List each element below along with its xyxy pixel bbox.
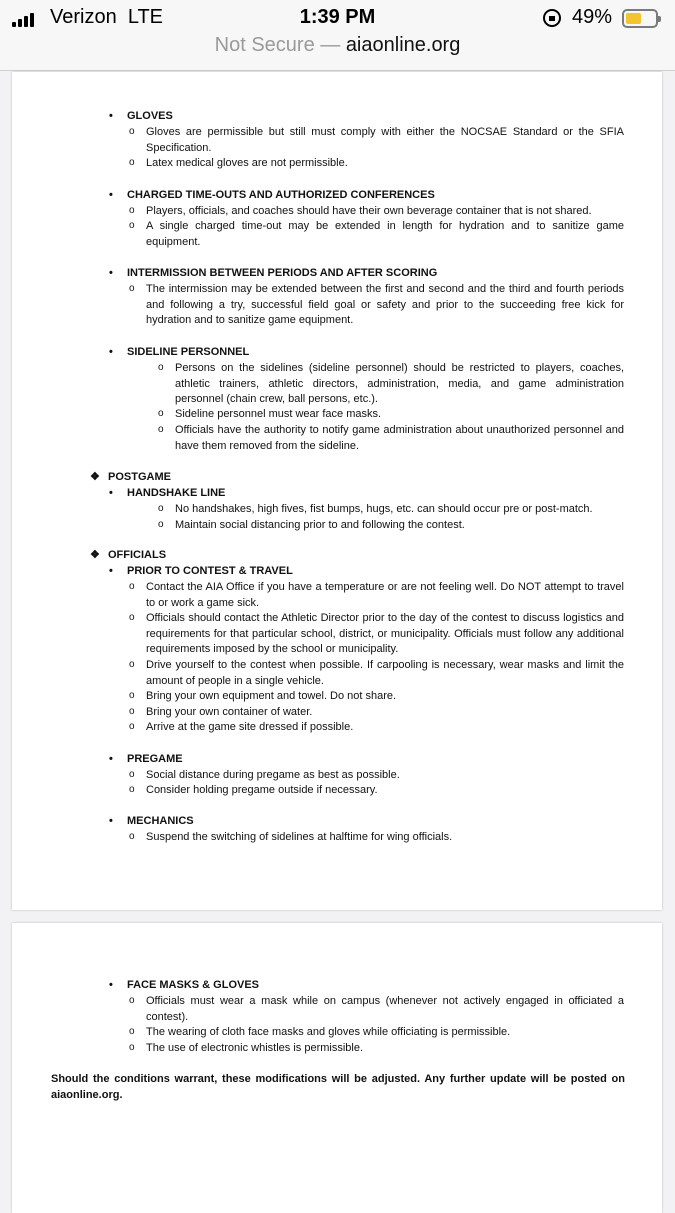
section-pregame-heading: • PREGAME: [109, 753, 183, 765]
battery-icon: [622, 9, 658, 28]
section-handshake-heading: • HANDSHAKE LINE: [109, 487, 226, 499]
list-item: o Consider holding pregame outside if necessary.: [129, 784, 378, 796]
list-item: o Social distance during pregame as best as possible.: [129, 769, 400, 781]
section-officials-heading: ❖ OFFICIALS: [108, 548, 166, 564]
list-item: o Officials should contact the Athletic Director prior to the day of the contest to discuss logistics and requirements for that particular school, district, or municipality. Officials must follow any additional requirements imposed by the school or municipality.: [129, 612, 624, 655]
list-item: o A single charged time-out may be extended in length for hydration and to sanitize game equipment.: [129, 220, 624, 248]
list-item: o Officials must wear a mask while on campus (whenever not actively engaged in officiated a contest).: [129, 995, 624, 1023]
document-page-2: [12, 923, 662, 1213]
carrier-label: Verizon LTE: [50, 6, 164, 28]
list-item: o The wearing of cloth face masks and gloves while officiating is permissible.: [129, 1026, 511, 1038]
battery-percent: 49%: [572, 6, 613, 28]
list-item: o Suspend the switching of sidelines at halftime for wing officials.: [129, 831, 453, 843]
section-masks-heading: • FACE MASKS & GLOVES: [109, 979, 260, 991]
document-page-1: [12, 72, 662, 910]
list-item: o Persons on the sidelines (sideline personnel) should be restricted to players, coaches, athletic trainers, athletic directors, administration, media, and game administration personnel (chain crew, ball persons, etc.).: [158, 362, 624, 405]
list-item: o Gloves are permissible but still must comply with either the NOCSAE Standard or the SFIA Specification.: [129, 126, 624, 154]
list-item: o Officials have the authority to notify game administration about unauthorized personnel and have them removed from the sideline.: [158, 424, 624, 452]
list-item: o The use of electronic whistles is permissible.: [129, 1042, 364, 1054]
list-item: o Arrive at the game site dressed if possible.: [129, 721, 354, 733]
address-bar[interactable]: [0, 34, 675, 57]
section-mechanics-heading: • MECHANICS: [109, 815, 194, 827]
list-item: o The intermission may be extended between the first and second and the third and fourth periods and following a try, successful field goal or safety and prior to the succeeding free kick for hydration and to sanitize game equipment.: [129, 283, 624, 326]
list-item: o No handshakes, high fives, fist bumps, hugs, etc. can should occur pre or post-match.: [158, 503, 593, 515]
url-domain: aiaonline.org: [345, 34, 461, 56]
list-item: o Drive yourself to the contest when possible. If carpooling is necessary, wear masks and limit the amount of people in a single vehicle.: [129, 659, 624, 687]
section-prior-heading: • PRIOR TO CONTEST & TRAVEL: [109, 565, 293, 577]
clock: 1:39 PM: [299, 6, 376, 28]
status-bar: [0, 6, 675, 32]
diamond-bullet-icon: ❖: [90, 471, 100, 483]
section-postgame-heading: ❖ POSTGAME: [108, 470, 171, 486]
rotation-lock-icon: [543, 9, 561, 27]
diamond-bullet-icon: ❖: [90, 549, 100, 561]
section-intermission-heading: • INTERMISSION BETWEEN PERIODS AND AFTER SCORING: [109, 267, 438, 279]
list-item: o Contact the AIA Office if you have a temperature or are not feeling well. Do NOT attempt to travel to or work a game sick.: [129, 581, 624, 609]
list-item: o Bring your own container of water.: [129, 706, 313, 718]
list-item: o Latex medical gloves are not permissible.: [129, 157, 348, 169]
list-item: o Maintain social distancing prior to and following the contest.: [158, 519, 465, 531]
section-sideline-heading: • SIDELINE PERSONNEL: [109, 346, 250, 358]
section-gloves-heading: • GLOVES: [109, 110, 173, 122]
not-secure-label: Not Secure —: [214, 34, 341, 56]
list-item: o Players, officials, and coaches should have their own beverage container that is not shared.: [129, 205, 592, 217]
closing-statement: Should the conditions warrant, these modifications will be adjusted. Any further update will be posted on aiaonline.org.: [51, 1073, 625, 1101]
list-item: o Bring your own equipment and towel. Do not share.: [129, 690, 397, 702]
section-timeouts-heading: • CHARGED TIME-OUTS AND AUTHORIZED CONFERENCES: [109, 189, 435, 201]
browser-top-bar: [0, 0, 675, 71]
list-item: o Sideline personnel must wear face masks.: [158, 408, 382, 420]
